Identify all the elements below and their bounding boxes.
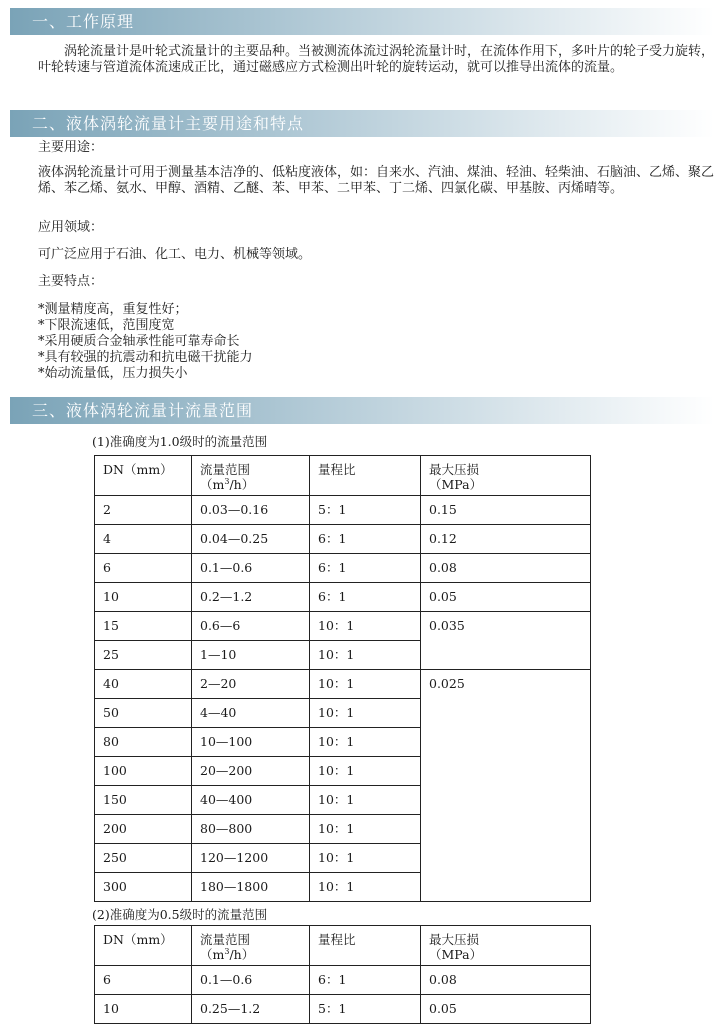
unit-pre: （m <box>200 947 225 962</box>
cell-dn: 6 <box>95 554 192 583</box>
section-header-principle <box>10 8 714 35</box>
cell-range: 2—20 <box>192 670 310 699</box>
header-loss-unit: （MPa） <box>429 477 483 492</box>
header-dn <box>95 926 192 966</box>
label-main-uses: 主要用途： <box>38 140 104 155</box>
section-title: 一、工作原理 <box>32 12 135 31</box>
header-dn-text: DN（mm） <box>103 462 173 477</box>
unit-sup: 3 <box>224 946 230 956</box>
cell-ratio: 6：1 <box>310 554 421 583</box>
table-row <box>95 583 591 612</box>
cell-range: 120—1200 <box>192 844 310 873</box>
flow-range-table-2 <box>94 925 591 1024</box>
cell-loss: 0.035 <box>421 612 591 670</box>
cell-ratio: 5：1 <box>310 496 421 525</box>
label-field: 应用领域： <box>38 220 104 235</box>
cell-ratio: 10：1 <box>310 786 421 815</box>
cell-range: 0.25—1.2 <box>192 995 310 1024</box>
table-row <box>95 525 591 554</box>
cell-loss: 0.08 <box>421 554 591 583</box>
table-row <box>95 966 591 995</box>
list-item: *具有较强的抗震动和抗电磁干扰能力 <box>38 350 253 365</box>
principle-text: 涡轮流量计是叶轮式流量计的主要品种。当被测流体流过涡轮流量计时，在流体作用下，多叶片的轮子受力旋转，叶轮转速与管道流体流速成正比，通过磁感应方式检测出叶轮的旋转运动，就可以推导出流体的流量。 <box>38 44 715 75</box>
table1-caption: (1)准确度为1.0级时的流量范围 <box>92 434 268 449</box>
cell-loss: 0.025 <box>421 670 591 902</box>
cell-range: 0.03—0.16 <box>192 496 310 525</box>
cell-range: 4—40 <box>192 699 310 728</box>
cell-dn: 40 <box>95 670 192 699</box>
cell-ratio: 6：1 <box>310 525 421 554</box>
cell-dn: 100 <box>95 757 192 786</box>
header-loss <box>421 926 591 966</box>
header-range <box>192 926 310 966</box>
cell-range: 0.1—0.6 <box>192 554 310 583</box>
cell-dn: 4 <box>95 525 192 554</box>
cell-dn: 10 <box>95 995 192 1024</box>
table2-caption: (2)准确度为0.5级时的流量范围 <box>92 907 268 922</box>
header-loss-unit: （MPa） <box>429 947 483 962</box>
cell-range: 40—400 <box>192 786 310 815</box>
list-item: *下限流速低，范围度宽 <box>38 318 175 333</box>
cell-ratio: 10：1 <box>310 612 421 641</box>
table-row <box>95 995 591 1024</box>
header-ratio <box>310 926 421 966</box>
features-list <box>38 302 714 382</box>
cell-dn: 150 <box>95 786 192 815</box>
header-dn <box>95 456 192 496</box>
label-features: 主要特点： <box>38 274 104 289</box>
section-title: 三、液体涡轮流量计流量范围 <box>32 401 254 420</box>
cell-ratio: 10：1 <box>310 699 421 728</box>
cell-ratio: 10：1 <box>310 844 421 873</box>
header-ratio <box>310 456 421 496</box>
field-paragraph <box>38 247 714 263</box>
cell-range: 20—200 <box>192 757 310 786</box>
field-label <box>38 220 714 236</box>
list-item: *始动流量低，压力损失小 <box>38 366 188 381</box>
section-header-range <box>10 397 714 424</box>
cell-range: 1—10 <box>192 641 310 670</box>
uses-main-text: 液体涡轮流量计可用于测量基本洁净的、低粘度液体，如：自来水、汽油、煤油、轻油、轻柴油、石脑油、乙烯、聚乙烯、苯乙烯、氨水、甲醇、酒精、乙醚、苯、甲苯、二甲苯、丁二烯、四氯化碳、甲基胺、丙烯晴等。 <box>38 165 715 196</box>
cell-dn: 50 <box>95 699 192 728</box>
table-header-row <box>95 456 591 496</box>
cell-dn: 10 <box>95 583 192 612</box>
unit-sup: 3 <box>224 476 230 486</box>
cell-ratio: 5：1 <box>310 995 421 1024</box>
cell-ratio: 6：1 <box>310 966 421 995</box>
unit-pre: （m <box>200 477 225 492</box>
unit-post: /h） <box>229 477 255 492</box>
table-row <box>95 670 591 699</box>
flow-range-table-1 <box>94 455 591 902</box>
cell-range: 80—800 <box>192 815 310 844</box>
cell-dn: 2 <box>95 496 192 525</box>
header-ratio-text: 量程比 <box>318 462 356 477</box>
cell-range: 0.6—6 <box>192 612 310 641</box>
cell-ratio: 6：1 <box>310 583 421 612</box>
cell-dn: 300 <box>95 873 192 902</box>
header-loss-text: 最大压损 <box>429 462 480 477</box>
cell-loss: 0.08 <box>421 966 591 995</box>
cell-loss: 0.05 <box>421 995 591 1024</box>
cell-dn: 25 <box>95 641 192 670</box>
table-row <box>95 496 591 525</box>
header-loss <box>421 456 591 496</box>
header-range-text: 流量范围 <box>200 932 251 947</box>
section-title: 二、液体涡轮流量计主要用途和特点 <box>32 114 305 133</box>
cell-ratio: 10：1 <box>310 728 421 757</box>
principle-paragraph <box>38 44 714 76</box>
cell-dn: 6 <box>95 966 192 995</box>
cell-dn: 200 <box>95 815 192 844</box>
cell-ratio: 10：1 <box>310 873 421 902</box>
uses-main-paragraph <box>38 165 714 197</box>
cell-range: 0.1—0.6 <box>192 966 310 995</box>
cell-range: 0.04—0.25 <box>192 525 310 554</box>
section-header-uses <box>10 110 714 137</box>
cell-dn: 15 <box>95 612 192 641</box>
cell-loss: 0.15 <box>421 496 591 525</box>
header-range-unit <box>200 947 309 962</box>
header-dn-text: DN（mm） <box>103 932 173 947</box>
cell-range: 10—100 <box>192 728 310 757</box>
list-item: *测量精度高，重复性好； <box>38 302 188 317</box>
cell-range: 0.2—1.2 <box>192 583 310 612</box>
cell-loss: 0.12 <box>421 525 591 554</box>
header-range-text: 流量范围 <box>200 462 251 477</box>
uses-main-label <box>38 140 714 156</box>
table-row <box>95 612 591 641</box>
header-loss-text: 最大压损 <box>429 932 480 947</box>
header-range <box>192 456 310 496</box>
field-text: 可广泛应用于石油、化工、电力、机械等领域。 <box>38 247 312 262</box>
cell-range: 180—1800 <box>192 873 310 902</box>
cell-ratio: 10：1 <box>310 641 421 670</box>
header-ratio-text: 量程比 <box>318 932 356 947</box>
table-header-row <box>95 926 591 966</box>
cell-ratio: 10：1 <box>310 757 421 786</box>
cell-dn: 80 <box>95 728 192 757</box>
unit-post: /h） <box>229 947 255 962</box>
table-row <box>95 554 591 583</box>
cell-ratio: 10：1 <box>310 670 421 699</box>
cell-dn: 250 <box>95 844 192 873</box>
cell-loss: 0.05 <box>421 583 591 612</box>
cell-ratio: 10：1 <box>310 815 421 844</box>
header-range-unit <box>200 477 309 492</box>
list-item: *采用硬质合金轴承性能可靠寿命长 <box>38 334 240 349</box>
features-label <box>38 274 714 290</box>
